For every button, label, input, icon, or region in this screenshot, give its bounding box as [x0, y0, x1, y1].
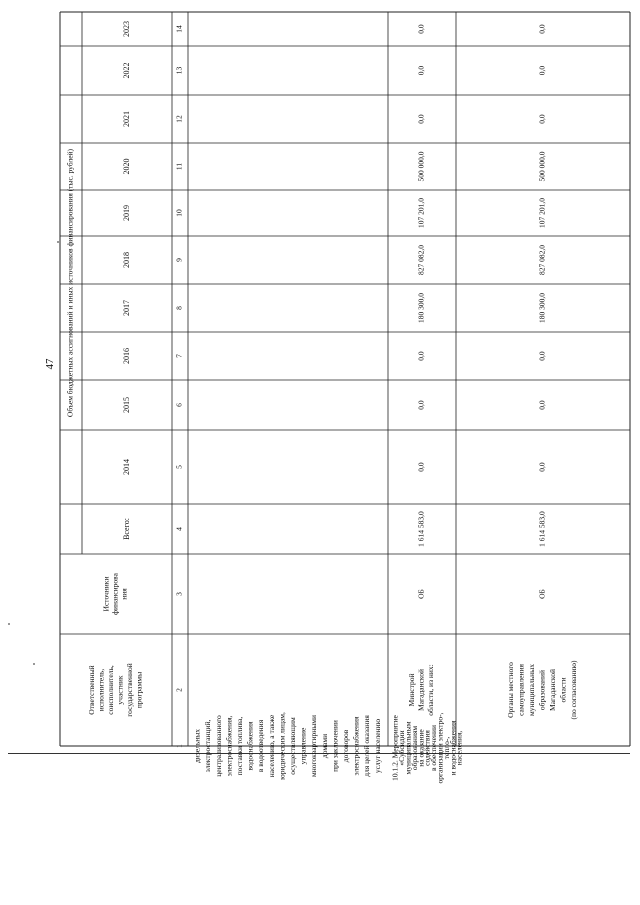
column-number — [175, 403, 184, 407]
row-1-name-line: многоквартирными — [309, 714, 319, 778]
row-2-value — [417, 462, 426, 472]
header-responsible-line: соисполнитель, — [105, 665, 115, 715]
row-1-name-line: электроснабжения — [351, 716, 361, 776]
row-2-name-line: муниципальным — [403, 721, 413, 775]
column-number — [175, 258, 184, 262]
row-2-value — [417, 293, 426, 323]
row-1-name-line: водоснабжения — [245, 721, 255, 771]
row-3-value-line: 0,0 — [537, 65, 547, 76]
header-year-line: 2016 — [121, 348, 131, 364]
column-number — [175, 209, 184, 217]
row-3-value-line: 0,0 — [537, 24, 547, 34]
row-2-value — [417, 198, 426, 228]
header-year-line: 2014 — [121, 459, 131, 475]
column-number — [175, 592, 184, 596]
row-3-value — [538, 351, 547, 361]
column-number — [175, 354, 184, 358]
column-number — [175, 527, 184, 531]
column-number — [175, 465, 184, 469]
row-3-responsible-line: (по согласованию) — [569, 660, 579, 720]
row-3-value — [538, 198, 547, 228]
row-2-value — [417, 400, 426, 410]
row-2-name-line: образованиям — [409, 725, 419, 771]
row-2-value-line: 827 082,0 — [416, 245, 426, 275]
row-3-value-line: 0,0 — [537, 114, 547, 124]
column-number-line: 1 — [174, 744, 184, 748]
row-2-value — [417, 511, 426, 547]
row-3-value-line: 107 201,0 — [537, 198, 547, 228]
column-number — [175, 744, 184, 748]
row-2-value-line: 500 000,0 — [416, 151, 426, 182]
column-number-line: 12 — [174, 115, 184, 123]
header-source-line: финансирова — [110, 573, 120, 615]
row-1-name-line: поставки топлива, — [235, 716, 245, 776]
row-2-responsible-line: Магаданской — [416, 669, 426, 711]
row-2-name-line: организации электро-, — [435, 712, 445, 784]
column-number — [175, 25, 184, 33]
header-year-line: 2018 — [121, 252, 131, 268]
row-2-value — [417, 66, 426, 76]
header-year — [122, 21, 131, 37]
row-2-value-line: 107 201,0 — [416, 198, 426, 228]
row-3-source-line: ОБ — [537, 589, 547, 599]
row-1-name-line: электроснабжения, — [224, 715, 234, 777]
row-3-responsible-line: самоуправления — [516, 664, 526, 716]
column-number-line: 4 — [174, 527, 184, 531]
row-2-responsible-line: Минстрой — [407, 673, 417, 707]
header-year — [122, 348, 131, 364]
row-1-name-line: населению, а также — [266, 714, 276, 778]
row-2-value — [417, 114, 426, 124]
row-1-name-line: управление — [298, 727, 308, 765]
row-3-value — [538, 151, 547, 181]
header-year-line: 2020 — [121, 158, 131, 175]
row-1-name-line: дизельных — [192, 728, 202, 764]
row-2-name-line: населения, — [454, 730, 464, 766]
row-3-value — [538, 66, 547, 76]
header-year — [122, 397, 131, 413]
row-2-value — [417, 151, 426, 181]
row-3-value — [538, 114, 547, 124]
row-1-name-line: осуществляющим — [288, 717, 298, 775]
column-number-line: 3 — [174, 592, 184, 596]
row-2-value-line: 0,0 — [416, 462, 426, 472]
row-3-responsible-line: образований — [537, 669, 547, 711]
header-financing-group-line: Объем бюджетных ассигнований и иных источников финансирования (тыс. рублей) — [65, 148, 75, 418]
row-2-value — [417, 24, 426, 34]
header-year — [122, 459, 131, 475]
row-2-name-line: «Субсидии — [397, 730, 407, 766]
row-3-responsible-line: Органы местного — [506, 662, 516, 718]
header-responsible-line: программы — [134, 671, 144, 709]
column-number-line: 6 — [174, 403, 184, 407]
row-3-value-line: 0,0 — [537, 400, 547, 410]
row-1-name-line: договоров — [341, 729, 351, 763]
header-year-line: 2019 — [121, 205, 131, 221]
row-2-source — [417, 589, 426, 599]
column-number-line: 10 — [174, 209, 184, 217]
column-number-line: 11 — [174, 162, 184, 171]
row-1-name — [193, 712, 382, 780]
column-number-line: 7 — [174, 354, 184, 358]
column-number-line: 2 — [174, 688, 184, 692]
column-number-line: 8 — [174, 306, 184, 310]
row-3-value-line: 1 614 583,0 — [537, 511, 547, 547]
column-number-line: 14 — [174, 25, 184, 33]
header-source — [102, 572, 129, 615]
column-number-line: 9 — [174, 258, 184, 262]
row-1-name-line: услуг населению — [372, 718, 382, 774]
column-number-line: 5 — [174, 465, 184, 469]
row-3-value-line: 827 082,0 — [537, 245, 547, 275]
column-number — [175, 688, 184, 692]
page-number: 47 — [44, 358, 56, 370]
row-2-name-line: в обеспечении — [429, 724, 439, 772]
row-1-name-line: юридическим лицам, — [277, 712, 287, 780]
row-2-value-line: 180 300,0 — [416, 293, 426, 323]
row-2-name-line: содействия — [422, 730, 432, 766]
row-3-responsible-line: области — [558, 677, 568, 703]
row-3-responsible-line: Магаданской — [548, 669, 558, 711]
row-2-name-line: и водоснабжения — [448, 720, 458, 776]
header-financing-group — [66, 148, 75, 417]
row-2-name-line: на оказание — [416, 729, 426, 767]
row-2-value — [417, 245, 426, 275]
row-2-value — [417, 351, 426, 361]
row-1-name-line: для целей оказания — [362, 715, 372, 777]
row-2-value-line: 0,0 — [416, 65, 426, 76]
row-3-value-line: 500 000,0 — [537, 151, 547, 182]
row-3-value — [538, 511, 547, 547]
scan-speck — [57, 241, 59, 243]
row-1-name-line: в водоотведения — [256, 719, 266, 773]
financing-table — [60, 12, 630, 784]
header-year — [122, 111, 131, 127]
row-3-value — [538, 293, 547, 323]
row-2-name — [391, 712, 464, 783]
row-1-name-line: домами — [319, 733, 329, 759]
header-year-line: 2021 — [121, 111, 131, 127]
header-responsible — [87, 663, 144, 716]
header-year — [122, 252, 131, 268]
header-responsible-line: исполнитель, — [96, 668, 106, 712]
row-2-responsible-line: области, из них: — [426, 664, 436, 716]
header-responsible-line: Ответственный — [86, 665, 96, 715]
row-3-value — [538, 400, 547, 410]
row-3-value — [538, 245, 547, 275]
scan-speck — [33, 663, 35, 665]
row-2-name-line: тепло-, — [441, 736, 451, 760]
header-year — [122, 63, 131, 79]
header-source-line: ния — [119, 588, 129, 600]
header-year-line: 2017 — [121, 300, 131, 316]
row-2-responsible — [407, 664, 435, 716]
row-1-name-line: централизованного — [213, 715, 223, 777]
header-year — [122, 159, 131, 175]
header-responsible-line: государственной — [124, 663, 134, 717]
header-year — [122, 300, 131, 316]
financing-table-grid — [60, 12, 630, 784]
header-year — [122, 205, 131, 221]
row-2-value-line: 0,0 — [416, 400, 426, 410]
row-3-value-line: 180 300,0 — [537, 293, 547, 323]
row-1-name-line: при заключении — [330, 720, 340, 772]
header-source-line: Источники — [101, 576, 111, 612]
row-3-value-line: 0,0 — [537, 462, 547, 472]
column-number — [175, 306, 184, 310]
header-year-line: Всего: — [121, 518, 131, 540]
header-responsible-line: участник — [115, 675, 125, 705]
header-year-line: 2022 — [121, 62, 131, 79]
row-3-value — [538, 24, 547, 34]
row-1-name-line: электростанций, — [203, 719, 213, 773]
row-3-value-line: 0,0 — [537, 351, 547, 361]
header-year — [122, 518, 131, 540]
row-3-value — [538, 462, 547, 472]
header-year-line: 2023 — [121, 21, 131, 37]
row-2-name-line: 10.1.2. Мероприятие — [390, 715, 400, 781]
header-year-line: 2015 — [121, 397, 131, 413]
row-2-value-line: 1 614 583,0 — [416, 511, 426, 547]
column-number — [175, 67, 184, 75]
row-2-value-line: 0,0 — [416, 24, 426, 34]
row-3-source — [538, 589, 547, 599]
column-number — [175, 115, 184, 123]
row-2-value-line: 0,0 — [416, 351, 426, 361]
column-number-line: 13 — [174, 66, 184, 75]
row-3-responsible — [506, 660, 578, 719]
column-number — [175, 163, 184, 170]
row-2-source-line: ОБ — [416, 589, 426, 599]
scan-speck — [8, 623, 10, 625]
row-3-responsible-line: муниципальных — [527, 664, 537, 716]
row-2-value-line: 0,0 — [416, 114, 426, 124]
